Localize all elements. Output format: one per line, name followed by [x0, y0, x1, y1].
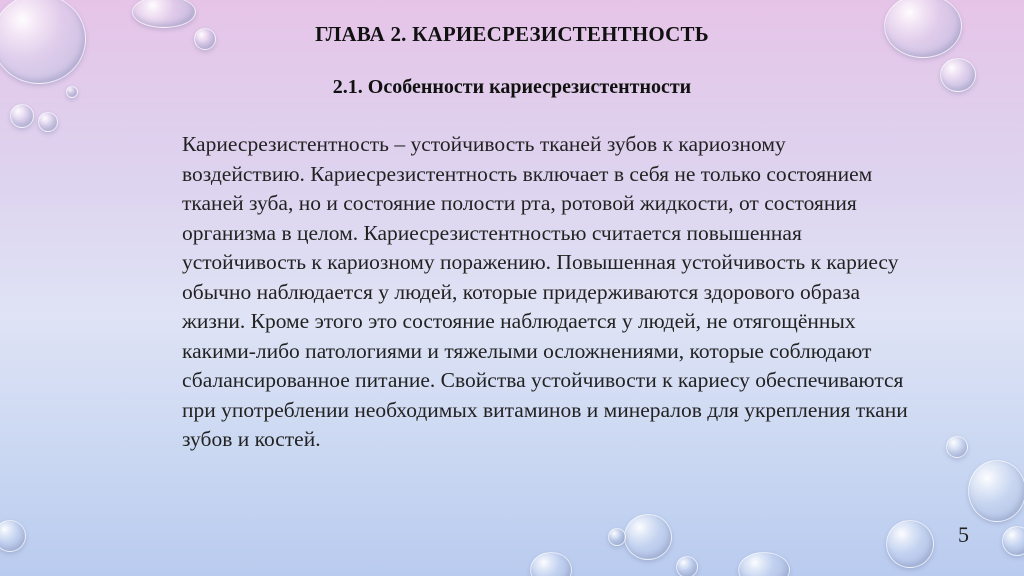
page-number: 5	[958, 522, 969, 547]
water-drop-icon	[132, 0, 196, 28]
water-drop-icon	[10, 104, 34, 128]
water-drop-icon	[66, 86, 78, 98]
water-drop-icon	[1002, 526, 1024, 556]
water-drop-icon	[676, 556, 698, 576]
water-drop-icon	[0, 0, 86, 84]
body-paragraph: Кариесрезистентность – устойчивость тканей зубов к кариозному воздействию. Кариесрезистентность включает в себя не только состоянием тканей зуба, но и состояние полости рта, ротовой жидкости, от состояния организма в целом. Кариесрезистентностью считается повышенная устойчивость к кариозному поражению. Повышенная устойчивость к кариесу обычно наблюдается у людей, которые придерживаются здорового образа жизни. Кроме этого это состояние наблюдается у людей, не отягощённых какими-либо патологиями и тяжелыми осложнениями, которые соблюдают сбалансированное питание. Свойства устойчивости к кариесу обеспечиваются при употреблении необходимых витаминов и минералов для укрепления ткани зубов и костей.	[182, 132, 908, 451]
water-drop-icon	[608, 528, 626, 546]
water-drop-icon	[940, 58, 976, 92]
water-drop-icon	[0, 520, 26, 552]
water-drop-icon	[38, 112, 58, 132]
water-drop-icon	[968, 460, 1024, 522]
water-drop-icon	[946, 436, 968, 458]
section-title: 2.1. Особенности кариесрезистентности	[332, 76, 692, 98]
water-drop-icon	[624, 514, 672, 560]
chapter-title: ГЛАВА 2. КАРИЕСРЕЗИСТЕНТНОСТЬ	[315, 22, 709, 46]
water-drop-icon	[884, 0, 962, 58]
water-drop-icon	[886, 520, 934, 568]
water-drop-icon	[738, 552, 790, 576]
water-drop-icon	[530, 552, 572, 576]
